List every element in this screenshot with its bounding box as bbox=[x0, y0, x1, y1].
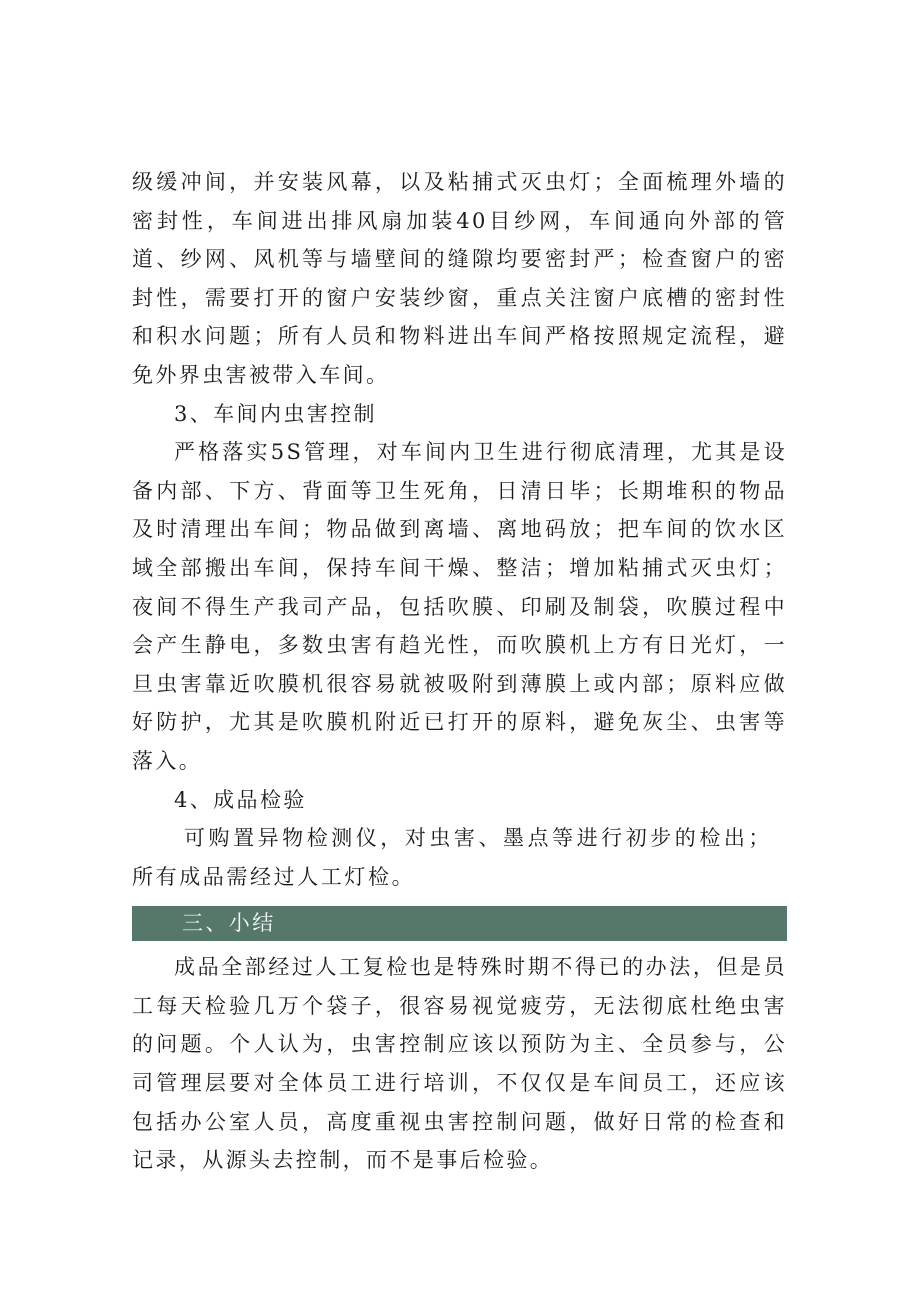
section-3-title: 3、车间内虫害控制 bbox=[174, 401, 377, 426]
continuation-paragraph: 级缓冲间，并安装风幕，以及粘捕式灭虫灯；全面梳理外墙的密封性，车间进出排风扇加装40目纱网，车间通向外部的管道、纱网、风机等与墙壁间的缝隙均要密封严；检查窗户的密封性，需要打开的窗户安装纱窗，重点关注窗户底槽的密封性和积水问题；所有人员和物料进出车间严格按照规定流程，避免外界虫害被带入车间。 bbox=[132, 170, 787, 387]
summary-section-header: 三、小结 bbox=[132, 906, 787, 941]
section-4-body: 可购置异物检测仪，对虫害、墨点等进行初步的检出；所有成品需经过人工灯检。 bbox=[132, 826, 772, 889]
document-content bbox=[132, 163, 787, 1180]
section-3-body: 严格落实5S管理，对车间内卫生进行彻底清理，尤其是设备内部、下方、背面等卫生死角，日清日毕；长期堆积的物品及时清理出车间；物品做到离墙、离地码放；把车间的饮水区域全部搬出车间，保持车间干燥、整洁；增加粘捕式灭虫灯；夜间不得生产我司产品，包括吹膜、印刷及制袋，吹膜过程中会产生静电，多数虫害有趋光性，而吹膜机上方有日光灯，一旦虫害靠近吹膜机很容易就被吸附到薄膜上或内部；原料应做好防护，尤其是吹膜机附近已打开的原料，避免灰尘、虫害等落入。 bbox=[132, 440, 787, 773]
section-4-title: 4、成品检验 bbox=[174, 787, 307, 812]
summary-body: 成品全部经过人工复检也是特殊时期不得已的办法，但是员工每天检验几万个袋子，很容易视觉疲劳，无法彻底杜绝虫害的问题。个人认为，虫害控制应该以预防为主、全员参与，公司管理层要对全体员工进行培训，不仅仅是车间员工，还应该包括办公室人员，高度重视虫害控制问题，做好日常的检查和记录，从源头去控制，而不是事后检验。 bbox=[132, 955, 787, 1173]
